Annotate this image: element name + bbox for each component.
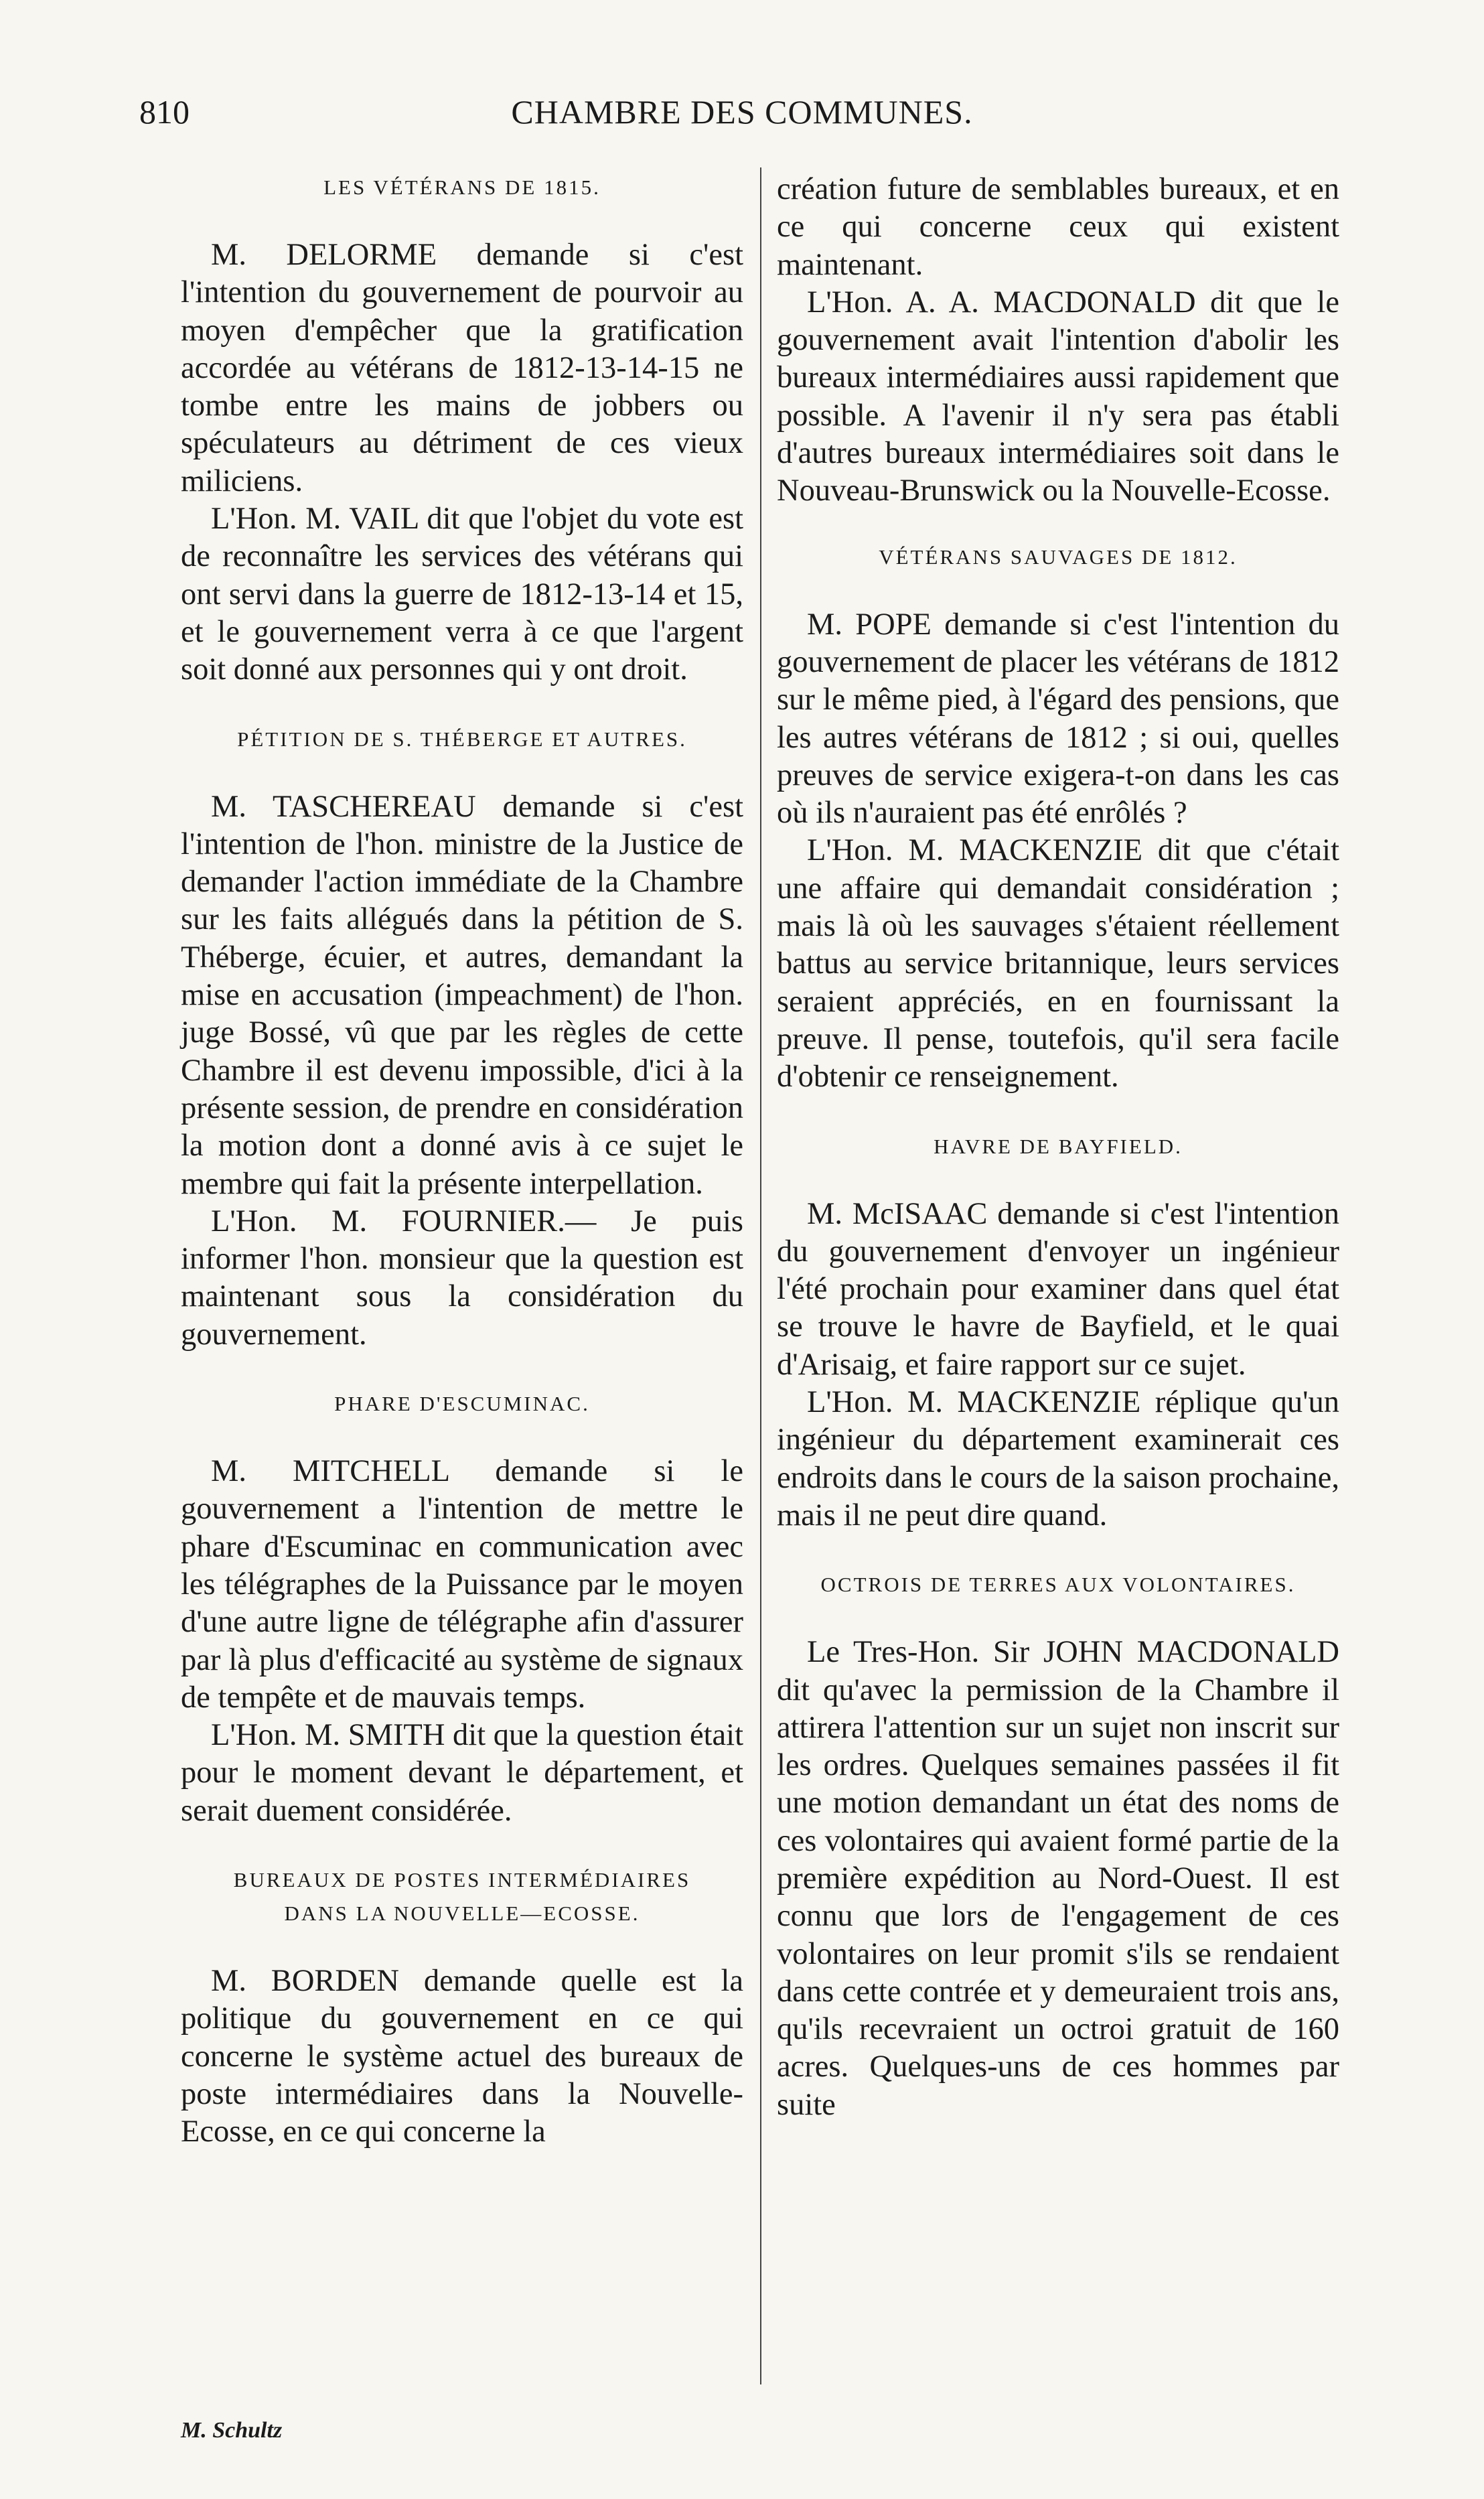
paragraph: M. POPE demande si c'est l'intention du gouvernement de placer les vétérans de 1812 sur le même pied, à l'égard des pensions, que les autres vétérans de 1812 ; si oui, quelles preuves de service exigera-t-on dans les cas où ils n'auraient pas été enrôlés ? [777, 607, 1339, 831]
paragraph: M. McISAAC demande si c'est l'intention du gouvernement d'envoyer un ingénieur l'été prochain pour examiner dans quel état se trouve le havre de Bayfield, et le quai d'Arisaig, et faire rapport sur ce sujet. [777, 1196, 1339, 1382]
paragraph: L'Hon. A. A. MACDONALD dit que le gouvernement avait l'intention d'abolir les bureaux intermédiaires aussi rapidement que possible. A l'avenir il n'y sera pas établi d'autres bureaux intermédiaires soit dans le Nouveau-Brunswick ou la Nouvelle-Ecosse. [777, 285, 1339, 508]
left-column [181, 171, 743, 2151]
running-head: CHAMBRE DES COMMUNES. [511, 93, 973, 131]
paragraph: Le Tres-Hon. Sir JOHN MACDONALD dit qu'avec la permission de la Chambre il attirera l'attention sur un sujet non inscrit sur les ordres. Quelques semaines passées il fit une motion demandant un état des noms de ces volontaires qui avaient formé partie de la première expédition au Nord-Ouest. Il est connu que lors de l'engagement de ces volontaires on leur promit s'ils se rendaient dans cette contrée et y demeuraient trois ans, qu'ils recevraient un octroi gratuit de 160 acres. Quelques-uns de ces hommes par suite [777, 1635, 1339, 2122]
paragraph: M. DELORME demande si c'est l'intention du gouvernement de pourvoir au moyen d'empêcher que la gratification accordée au vétérans de 1812-13-14-15 ne tombe entre les mains de jobbers ou spéculateurs au détriment de ces vieux miliciens. [181, 238, 743, 498]
section-heading: LES VÉTÉRANS DE 1815. [323, 175, 601, 199]
paragraph: L'Hon. M. MACKENZIE réplique qu'un ingénieur du département examinerait ces endroits dans le cours de la saison prochaine, mais il ne peut dire quand. [777, 1385, 1339, 1532]
page-number: 810 [139, 93, 190, 131]
paragraph: L'Hon. M. MACKENZIE dit que c'était une affaire qui demandait considération ; mais là où les sauvages s'étaient réellement battus au service britannique, leurs services seraient appréciés, en en fournissant la preuve. Il pense, toutefois, qu'il sera facile d'obtenir ce renseignement. [777, 833, 1339, 1094]
section-heading: PHARE D'ESCUMINAC. [334, 1392, 590, 1416]
paragraph: M. BORDEN demande quelle est la politique du gouvernement en ce qui concerne le système actuel des bureaux de poste intermédiaires dans la Nouvelle-Ecosse, en ce qui concerne la [181, 1963, 743, 2149]
right-column [777, 171, 1339, 2124]
section-heading: HAVRE DE BAYFIELD. [934, 1134, 1183, 1158]
section-heading: PÉTITION DE S. THÉBERGE ET AUTRES. [237, 727, 687, 751]
section-heading: VÉTÉRANS SAUVAGES DE 1812. [879, 545, 1238, 569]
paragraph: L'Hon. M. SMITH dit que la question était pour le moment devant le département, et serait duement considérée. [181, 1718, 743, 1828]
paragraph: L'Hon. M. VAIL dit que l'objet du vote est de reconnaître les services des vétérans qui ont servi dans la guerre de 1812-13-14 et 15, et le gouvernement verra à ce que l'argent soit donné aux personnes qui y ont droit. [181, 502, 743, 687]
section-heading: OCTROIS DE TERRES AUX VOLONTAIRES. [820, 1573, 1296, 1597]
section-heading: BUREAUX DE POSTES INTERMÉDIAIRES DANS LA NOUVELLE—ECOSSE. [233, 1867, 691, 1925]
paragraph: création future de semblables bureaux, et en ce qui concerne ceux qui existent maintenant. [777, 172, 1339, 282]
paragraph: L'Hon. M. FOURNIER.— Je puis informer l'hon. monsieur que la question est maintenant sous la considération du gouvernement. [181, 1204, 743, 1352]
footer-signature: M. Schultz [181, 2418, 283, 2443]
paragraph: M. MITCHELL demande si le gouvernement a l'intention de mettre le phare d'Escuminac en communication avec les télégraphes de la Puissance par le moyen d'une autre ligne de télégraphe afin d'assurer par là plus d'efficacité au système de signaux de tempête et de mauvais temps. [181, 1454, 743, 1715]
column-divider [760, 167, 761, 2384]
paragraph: M. TASCHEREAU demande si c'est l'intention de l'hon. ministre de la Justice de demander l'action immédiate de la Chambre sur les faits allégués dans la pétition de S. Théberge, écuier, et autres, demandant la mise en accusation (impeachment) de l'hon. juge Bossé, vû que par les règles de cette Chambre il est devenu impossible, d'ici à la présente session, de prendre en considération la motion dont a donné avis à ce sujet le membre qui fait la présente interpellation. [181, 789, 743, 1201]
